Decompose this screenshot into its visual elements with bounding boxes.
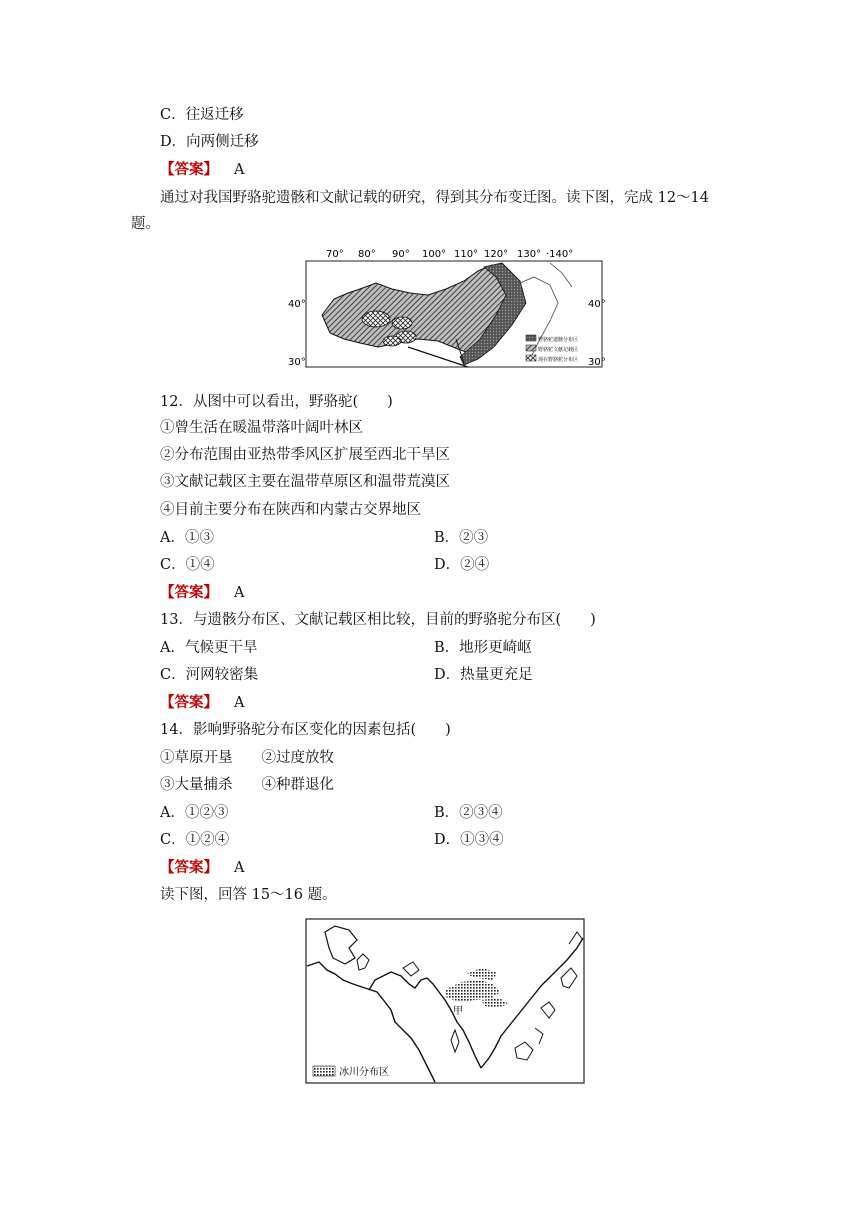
current-area <box>362 311 390 327</box>
intro-paragraph-cont: 题。 <box>131 216 160 232</box>
current-area <box>383 336 401 346</box>
answer-prev <box>160 160 244 180</box>
lon-label: 70° <box>326 249 344 260</box>
option-c: C．①④ <box>160 557 215 573</box>
lon-label: 90° <box>392 249 410 260</box>
lat-label: 40° <box>588 299 606 310</box>
current-area <box>392 317 412 329</box>
answer-value: A <box>234 860 245 876</box>
lat-label: 30° <box>588 357 606 368</box>
legend-label: 野骆驼遗骸分布区 <box>538 337 579 343</box>
statement: ②分布范围由亚热带季风区扩展至西北干旱区 <box>160 447 450 463</box>
answer-tag: 【答案】 <box>160 161 218 178</box>
legend-label: 野骆驼文献记载区 <box>538 347 579 353</box>
label-jia: 甲 <box>453 1006 463 1017</box>
answer-14 <box>160 858 244 878</box>
option-d: D．②④ <box>434 557 490 573</box>
lon-label: 130° <box>517 249 542 260</box>
glacier-legend-label: 冰川分布区 <box>339 1067 389 1078</box>
answer-tag: 【答案】 <box>160 694 218 711</box>
lon-label: 120° <box>484 249 509 260</box>
answer-tag: 【答案】 <box>160 584 218 601</box>
statement: ①草原开垦 ②过度放牧 <box>160 750 334 766</box>
answer-value: A <box>234 695 245 711</box>
lon-label: 110° <box>454 249 479 260</box>
intro-paragraph-2: 读下图，回答 15～16 题。 <box>160 887 337 903</box>
legend-label: 现在野骆驼分布区 <box>538 357 579 363</box>
statement: ③大量捕杀 ④种群退化 <box>160 777 334 793</box>
option-d-prev: D．向两侧迁移 <box>160 134 259 150</box>
option-d: D．①③④ <box>434 832 504 848</box>
option-a: A．①③ <box>160 530 214 546</box>
option-d: D．热量更充足 <box>434 667 533 683</box>
option-b: B．地形更崎岖 <box>434 640 532 656</box>
statement: ④目前主要分布在陕西和内蒙古交界地区 <box>160 502 421 518</box>
lon-label: 80° <box>358 249 376 260</box>
option-b: B．②③④ <box>434 805 503 821</box>
option-c: C．河网较密集 <box>160 667 259 683</box>
option-b: B．②③ <box>434 530 489 546</box>
option-c-prev: C．往返迁移 <box>160 107 244 123</box>
answer-value: A <box>234 162 245 178</box>
question-12: 12．从图中可以看出，野骆驼( ) <box>160 394 393 410</box>
option-a: A．气候更干旱 <box>160 640 258 656</box>
asia-glacier-map <box>305 918 587 1086</box>
answer-tag: 【答案】 <box>160 859 218 876</box>
statement: ①曾生活在暖温带落叶阔叶林区 <box>160 420 363 436</box>
lat-label: 30° <box>288 357 306 368</box>
answer-13 <box>160 693 244 713</box>
lon-label: ·140° <box>546 249 574 260</box>
lon-label: 100° <box>422 249 447 260</box>
lat-label: 40° <box>288 299 306 310</box>
statement: ③文献记载区主要在温带草原区和温带荒漠区 <box>160 474 450 490</box>
question-14: 14．影响野骆驼分布区变化的因素包括( ) <box>160 722 451 738</box>
option-c: C．①②④ <box>160 832 230 848</box>
answer-12 <box>160 583 244 603</box>
question-13: 13．与遗骸分布区、文献记载区相比较，目前的野骆驼分布区( ) <box>160 612 596 628</box>
answer-value: A <box>234 585 245 601</box>
intro-paragraph: 通过对我国野骆驼遗骸和文献记载的研究，得到其分布变迁图。读下图，完成 12～14 <box>160 190 710 206</box>
option-a: A．①②③ <box>160 805 229 821</box>
camel-distribution-map <box>288 243 606 371</box>
